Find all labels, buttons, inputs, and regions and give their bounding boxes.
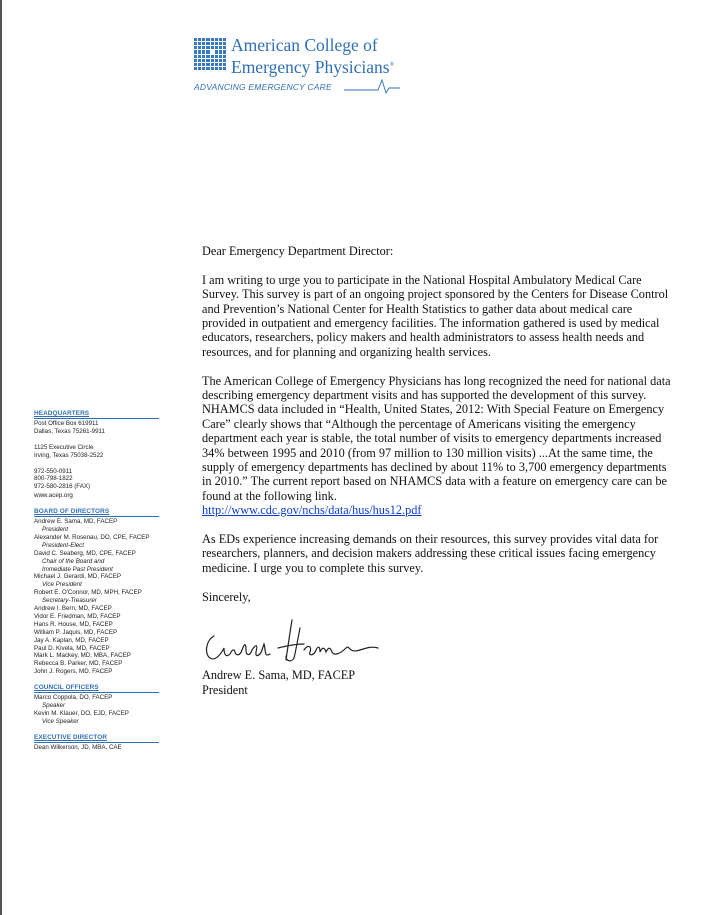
board-role: Immediate Past President <box>42 565 113 573</box>
signer-title: President <box>202 682 248 697</box>
board-member: Robert E. O'Connor, MD, MPH, FACEP <box>34 589 142 597</box>
council-member: Kevin M. Klauer, DO, EJD, FACEP <box>34 709 129 717</box>
board-role: President <box>42 525 69 533</box>
board-member: Jay A. Kaplan, MD, FACEP <box>34 636 109 644</box>
council-role: Speaker <box>42 702 66 709</box>
board-role: President-Elect <box>42 541 84 549</box>
org-name-line1: American College of <box>231 35 378 55</box>
acep-logo <box>194 35 414 100</box>
paragraph-2 <box>202 374 672 518</box>
board-member: Vidor E. Friedman, MD, FACEP <box>34 612 121 620</box>
board-member: Mark L. Mackey, MD, MBA, FACEP <box>34 652 131 660</box>
address-line: Dallas, Texas 75261-9911 <box>34 427 105 435</box>
signature-image <box>200 614 380 666</box>
website: www.acep.org <box>34 492 73 500</box>
phone-number: 800-798-1822 <box>34 475 73 483</box>
heartbeat-pulse-icon <box>344 78 400 94</box>
board-member: Andrew E. Sama, MD, FACEP <box>34 518 118 526</box>
board-member: Rebecca B. Parker, MD, FACEP <box>34 660 123 668</box>
board-member: Andrew I. Bern, MD, FACEP <box>34 605 112 613</box>
board-member: William P. Jaquis, MD, FACEP <box>34 628 118 636</box>
board-role: Chair of the Board and <box>42 557 105 565</box>
address-line: Irving, Texas 75038-2522 <box>34 451 104 459</box>
closing: Sincerely, <box>202 589 251 604</box>
council-member: Marco Coppola, DO, FACEP <box>34 694 113 702</box>
executive-director: Dean Wilkerson, JD, MBA, CAE <box>34 743 122 751</box>
paragraph-1: I am writing to urge you to participate in the National Hospital Ambulatory Medical Care Survey. This survey is part of an ongoing project sponsored by the Centers for Disease Control and Prevention’s National Center for Health Statistics to gather data about medical care provided in outpatient and emergency facilities. The information gathered is used by medical educators, researchers, policy makers and health administrators to assess health needs and resources, and for planning and organizing health services. <box>202 272 669 359</box>
phone-number: 972-550-0911 <box>34 467 73 475</box>
report-link[interactable]: http://www.cdc.gov/nchs/data/hus/hus12.pdf <box>202 503 422 518</box>
grid-logo-icon <box>194 38 226 70</box>
board-member: Michael J. Gerardi, MD, FACEP <box>34 573 121 581</box>
board-member: Hans R. House, MD, FACEP <box>34 620 113 628</box>
address-line: 1125 Executive Circle <box>34 443 94 451</box>
tagline: ADVANCING EMERGENCY CARE <box>194 82 332 92</box>
salutation: Dear Emergency Department Director: <box>202 244 394 258</box>
board-member: Alexander M. Rosenau, DO, CPE, FACEP <box>34 533 150 541</box>
org-name-line2: Emergency Physicians <box>231 56 390 77</box>
board-member: John J. Rogers, MD, FACEP <box>34 668 113 676</box>
registered-mark: ® <box>389 62 395 68</box>
board-member: David C. Seaberg, MD, CPE, FACEP <box>34 549 136 557</box>
council-role: Vice Speaker <box>42 717 79 725</box>
fax-number: 972-580-2816 (FAX) <box>34 483 91 491</box>
signer-name: Andrew E. Sama, MD, FACEP <box>202 668 356 683</box>
board-member: Paul D. Kivela, MD, FACEP <box>34 644 110 652</box>
board-heading: BOARD OF DIRECTORS <box>34 508 159 517</box>
board-role: Vice President <box>42 581 82 589</box>
address-line: Post Office Box 619911 <box>34 419 99 427</box>
headquarters-heading: HEADQUARTERS <box>34 410 159 419</box>
board-role: Secretary-Treasurer <box>42 597 97 605</box>
paragraph-2-text: The American College of Emergency Physicians has long recognized the need for national data describing emergency department visits and has supported the development of this survey. NHAMCS data included in “Health, United States, 2012: With Special Feature on Emergency Care” clearly shows that “Although the percentage of Americans visiting the emergency department each year is stable, the total number of visits to emergency departments increased 34% between 1995 and 2010 (from 97 million to 130 million visits) ...At the same time, the supply of emergency departments has declined by about 11% to 3,700 emergency departments in 2010.” The current report based on NHAMCS data with a feature on emergency care can be found at the following link. <box>202 373 671 503</box>
letterhead-sidebar <box>34 410 159 752</box>
organization-name <box>231 35 394 77</box>
executive-heading: EXECUTIVE DIRECTOR <box>34 734 159 743</box>
letter-body <box>202 244 672 697</box>
paragraph-3: As EDs experience increasing demands on their resources, this survey provides vital data for researchers, planners, and decision makers addressing these critical issues facing emergency medicine. I urge you to complete this survey. <box>202 532 659 575</box>
council-heading: COUNCIL OFFICERS <box>34 684 159 693</box>
